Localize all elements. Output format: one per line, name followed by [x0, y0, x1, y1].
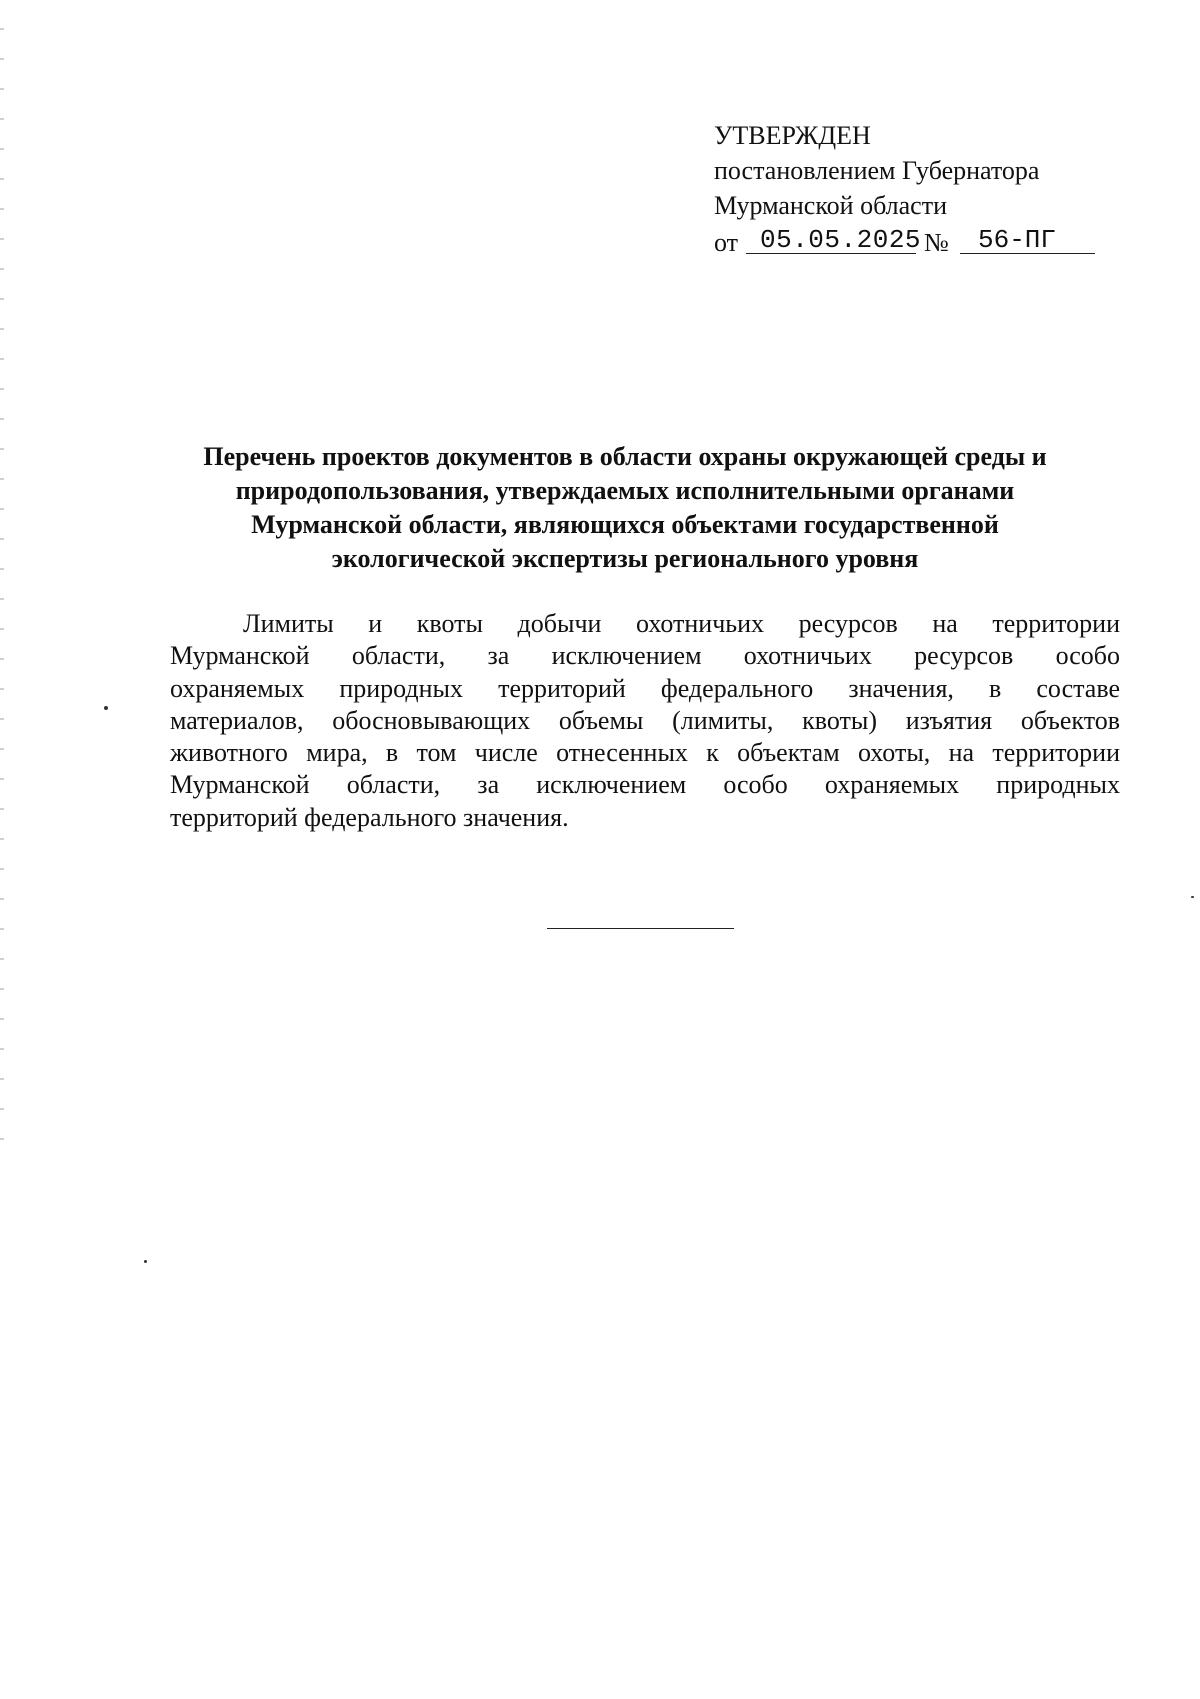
number-sign: №: [924, 228, 949, 257]
body-line: Мурманской области, за исключением охотничьих ресурсов особо: [170, 641, 1120, 671]
end-separator-line: [547, 928, 734, 929]
title-line: природопользования, утверждаемых исполнительными органами: [235, 476, 1015, 505]
scan-speck: [1191, 896, 1194, 898]
approval-line-2: Мурманской области: [714, 191, 947, 220]
body-line: территорий федерального значения.: [170, 802, 569, 832]
date-prefix: от: [714, 228, 739, 257]
approval-block: [714, 118, 1057, 258]
scan-speck: [104, 706, 108, 710]
approval-line-1: постановлением Губернатора: [714, 156, 1040, 185]
body-line: Мурманской области, за исключением особо охраняемых природных: [170, 770, 1120, 800]
title-line: Мурманской области, являющихся объектами государственной: [251, 510, 999, 539]
body-paragraph: [170, 608, 1120, 834]
approval-heading: УТВЕРЖДЕН: [714, 121, 871, 150]
title-line: экологической экспертизы регионального уровня: [331, 544, 919, 573]
approval-date-row: [714, 223, 1057, 258]
body-line: охраняемых природных территорий федерального значения, в составе: [170, 673, 1120, 703]
scan-edge: [0, 0, 4, 1160]
body-line: животного мира, в том числе отнесенных к объектам охоты, на территории: [170, 738, 1120, 768]
title-line: Перечень проектов документов в области охраны окружающей среды и: [203, 442, 1047, 471]
scan-speck: [144, 1260, 147, 1263]
body-line: Лимиты и квоты добычи охотничьих ресурсов на территории: [243, 609, 1120, 638]
approval-date: 05.05.2025: [760, 225, 922, 255]
approval-number: 56-ПГ: [978, 225, 1057, 255]
body-line: материалов, обосновывающих объемы (лимиты, квоты) изъятия объектов: [170, 705, 1120, 735]
document-title: [150, 440, 1100, 576]
